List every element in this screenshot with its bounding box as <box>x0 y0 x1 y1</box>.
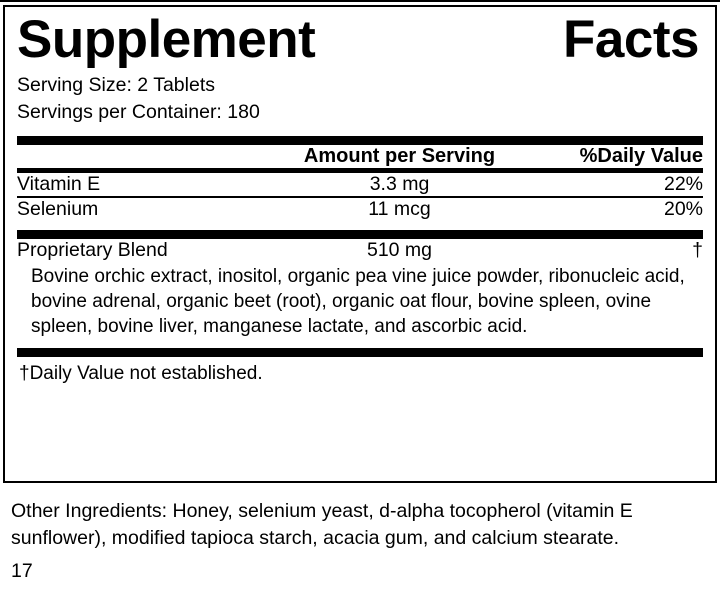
divider-below-blend <box>17 348 703 357</box>
title-word-facts: Facts <box>563 10 699 69</box>
blend-name: Proprietary Blend <box>17 238 168 261</box>
blend-daily-value: † <box>692 238 703 261</box>
nutrient-amount: 11 mcg <box>368 197 431 220</box>
column-header-daily-value: %Daily Value <box>579 145 703 168</box>
servings-per-container-line: Servings per Container: 180 <box>17 101 260 124</box>
page-number: 17 <box>11 560 33 582</box>
column-header-nutrient <box>17 145 272 168</box>
nutrient-name: Vitamin E <box>17 173 101 196</box>
table-header-row <box>17 145 703 168</box>
serving-size-line: Serving Size: 2 Tablets <box>17 73 215 96</box>
column-header-amount: Amount per Serving <box>303 145 496 168</box>
nutrition-table <box>17 145 703 168</box>
blend-amount: 510 mg <box>366 238 433 261</box>
nutrient-rows-2 <box>17 198 703 221</box>
top-border-rule <box>0 0 720 2</box>
divider-above-blend <box>17 230 703 239</box>
nutrient-name: Selenium <box>17 197 99 220</box>
daily-value-footnote: †Daily Value not established. <box>19 363 263 385</box>
proprietary-blend-row <box>17 239 703 262</box>
blend-description: Bovine orchic extract, inositol, organic pea vine juice powder, ribonucleic acid, bovine adrenal, organic beet (root), organic oat flour, bovine spleen, ovine spleen, bovine liver, manganese lactate, and ascorbic acid. <box>31 265 685 338</box>
title-word-supplement: Supplement <box>17 10 316 69</box>
nutrient-rows <box>17 173 703 196</box>
other-ingredients: Other Ingredients: Honey, selenium yeast, d-alpha tocopherol (vitamin E sunflower), modified tapioca starch, acacia gum, and calcium stearate. <box>11 500 633 549</box>
nutrient-amount: 3.3 mg <box>369 173 430 196</box>
page-title <box>17 12 703 68</box>
table-row <box>17 198 703 221</box>
nutrient-daily-value: 22% <box>663 173 703 196</box>
nutrient-daily-value: 20% <box>663 197 703 220</box>
table-row <box>17 173 703 196</box>
table-row <box>17 239 703 262</box>
supplement-facts-panel <box>3 5 717 483</box>
divider-thick-top <box>17 136 703 145</box>
